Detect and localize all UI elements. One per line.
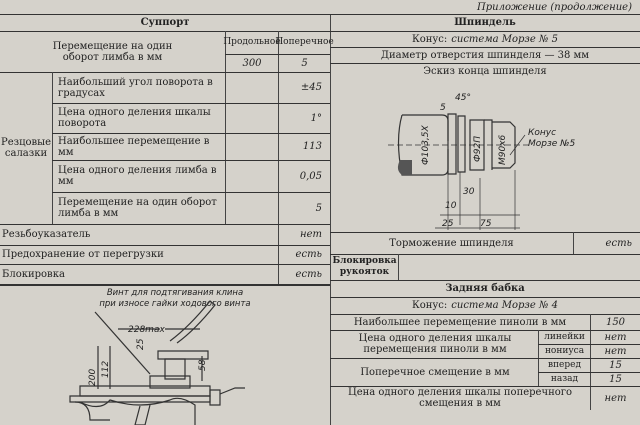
- sketch-title: Эскиз конца шпинделя: [423, 66, 547, 77]
- cone-value: система Морзе № 4: [451, 300, 558, 311]
- slide-row-value: 113: [302, 141, 322, 152]
- sketch-dim: Ф103,5Х: [421, 125, 431, 165]
- slide-row-value: ±45: [300, 82, 322, 93]
- offset-scale-value: нет: [604, 392, 627, 404]
- cone-value: система Морзе № 5: [451, 33, 558, 45]
- brake-value: есть: [605, 237, 632, 249]
- sketch-dim: Конус: [528, 128, 557, 138]
- slide-row-value: 0,05: [299, 170, 322, 182]
- handle-lock-label: Блокировка рукояток: [332, 256, 397, 277]
- sketch-dim: 25: [442, 219, 454, 229]
- scale-sub-value: нет: [604, 345, 627, 357]
- slide-row-label: Цена одного деления лимба в мм: [58, 165, 217, 187]
- col-cross: Поперечное: [275, 37, 334, 47]
- sketch-dim: 45°: [455, 93, 471, 103]
- other-row-label: Предохранение от перегрузки: [2, 249, 164, 260]
- travel-label: Перемещение на один оборот лимба в мм: [52, 40, 173, 63]
- slide-row-value: 5: [315, 202, 322, 214]
- support-title: Суппорт: [140, 17, 190, 28]
- offset-sub-value: 15: [609, 359, 622, 371]
- sketch-dim: Ф92П: [473, 136, 483, 162]
- sketch-dim: 75: [480, 219, 492, 229]
- other-row-value: есть: [295, 249, 322, 260]
- dim-label: 228max: [128, 325, 165, 335]
- offset-sub-label: назад: [550, 373, 579, 384]
- val-long: 300: [242, 57, 262, 69]
- sketch-dim: 10: [445, 201, 457, 211]
- dim-label: 25: [136, 338, 146, 350]
- slide-row-label: Цена одного деления шкалы поворота: [58, 107, 211, 129]
- slide-row-label: Наибольший угол поворота в градусах: [58, 76, 213, 99]
- dim-label: 112: [101, 360, 111, 378]
- spindle-title: Шпиндель: [454, 17, 516, 28]
- sketch-dim: М90х6: [498, 134, 508, 165]
- offset-sub-label: вперед: [547, 359, 582, 370]
- brake-label: Торможение шпинделя: [389, 237, 514, 249]
- other-row-label: Блокировка: [2, 268, 65, 280]
- scale-label: Цена одного деления шкалы перемещения пиноли в мм: [358, 333, 512, 355]
- carriage-sketch: [0, 286, 330, 425]
- sketch-dim: 5: [440, 103, 446, 113]
- other-row-value: есть: [295, 268, 322, 280]
- dim-label: 58: [198, 359, 208, 371]
- offset-scale-label: Цена одного деления шкалы поперечного смещения в мм: [347, 387, 573, 409]
- other-row-label: Резьбоуказатель: [2, 229, 91, 240]
- cone-prefix: Конус:: [412, 300, 448, 311]
- slide-row-label: Наибольшее перемещение в мм: [58, 135, 210, 158]
- offset-sub-value: 15: [609, 373, 622, 385]
- sketch-dim: 30: [463, 187, 475, 197]
- drawing-note: Винт для подтягивания клина: [106, 288, 244, 298]
- scale-sub-label: нониуса: [544, 345, 585, 356]
- cone-prefix: Конус:: [412, 33, 448, 45]
- tailstock-title: Задняя бабка: [445, 283, 525, 294]
- tailstock-cone: [330, 297, 640, 314]
- col-long: Продольное: [223, 37, 281, 47]
- slide-row-label: Перемещение на один оборот лимба в мм: [58, 197, 217, 219]
- carriage-drawing: [0, 286, 330, 425]
- spindle-cone: [330, 31, 640, 47]
- spindle-bore: Диаметр отверстия шпинделя — 38 мм: [380, 49, 590, 61]
- val-cross: 5: [301, 57, 308, 69]
- spindle-sketch: [330, 80, 640, 230]
- drawing-note: при износе гайки ходового винта: [99, 299, 251, 309]
- dim-label: 200: [88, 368, 98, 386]
- scale-sub-value: нет: [604, 331, 627, 343]
- slide-group-label: Резцовые салазки: [0, 137, 52, 159]
- caption: Приложение (продолжение): [477, 1, 632, 13]
- offset-label: Поперечное смещение в мм: [360, 366, 510, 378]
- slide-row-value: 1°: [310, 112, 322, 124]
- quill-label: Наибольшее перемещение пиноли в мм: [353, 316, 567, 328]
- scale-sub-label: линейки: [544, 331, 585, 342]
- other-row-value: нет: [300, 229, 322, 240]
- quill-value: 150: [605, 316, 626, 328]
- sketch-dim: Морзе №5: [528, 139, 576, 149]
